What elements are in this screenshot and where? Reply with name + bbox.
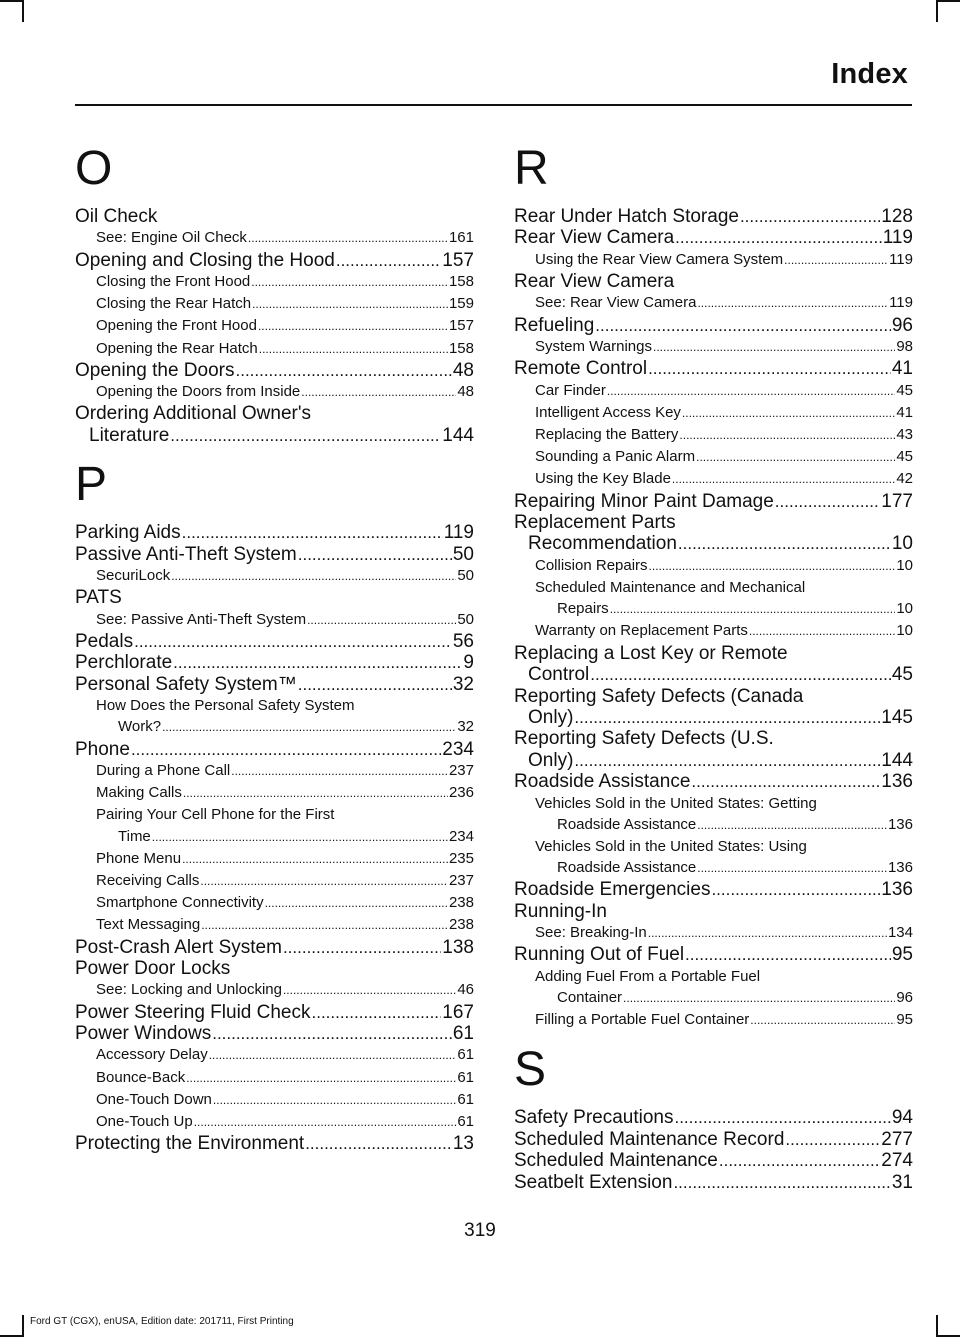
index-entry[interactable]: Personal Safety System™ ..... 32	[75, 674, 474, 695]
index-entry[interactable]: Remote Control ..... 41	[514, 358, 913, 379]
index-subentry[interactable]: Sounding a Panic Alarm ..... 45	[514, 446, 913, 468]
index-entry[interactable]: Reporting Safety Defects (Canada Only) ..... 145	[514, 686, 913, 729]
index-entry[interactable]: Running Out of Fuel ..... 95	[514, 944, 913, 965]
index-entry[interactable]: Reporting Safety Defects (U.S. Only) ..... 144	[514, 728, 913, 771]
index-entry[interactable]: Replacing a Lost Key or Remote Control ..... 45	[514, 643, 913, 686]
index-entry[interactable]: Protecting the Environment ..... 13	[75, 1133, 474, 1154]
index-subentry[interactable]: Accessory Delay ..... 61	[75, 1044, 474, 1066]
crop-mark-top-left	[22, 0, 24, 22]
index-subentry[interactable]: Opening the Front Hood ..... 157	[75, 315, 474, 337]
index-subentry[interactable]: Intelligent Access Key ..... 41	[514, 402, 913, 424]
index-entry[interactable]: Scheduled Maintenance Record ..... 277	[514, 1129, 913, 1150]
index-entry[interactable]: Post-Crash Alert System ..... 138	[75, 937, 474, 958]
index-subentry[interactable]: Making Calls ..... 236	[75, 782, 474, 804]
section-letter-p: P	[75, 458, 108, 512]
index-entry[interactable]: Perchlorate ..... 9	[75, 652, 474, 673]
index-entry[interactable]: Opening and Closing the Hood ..... 157	[75, 250, 474, 271]
index-entry[interactable]: Parking Aids ..... 119	[75, 522, 474, 543]
index-heading: Oil Check	[75, 206, 158, 227]
index-subentry[interactable]: Vehicles Sold in the United States: Getting Roadside Assistance ..... 136	[514, 793, 913, 836]
footer-edition: Ford GT (CGX), enUSA, Edition date: 201711, First Printing	[30, 1316, 294, 1327]
crop-mark-top-left	[0, 0, 22, 2]
index-subentry[interactable]: System Warnings ..... 98	[514, 336, 913, 358]
index-heading: PATS	[75, 587, 122, 609]
index-subentry[interactable]: Smartphone Connectivity ..... 238	[75, 892, 474, 914]
crop-mark-top-right	[936, 0, 938, 22]
index-entry[interactable]: Pedals ..... 56	[75, 631, 474, 652]
index-entry[interactable]: Ordering Additional Owner's Literature ..... 144	[75, 403, 474, 446]
page-title: Index	[831, 58, 908, 90]
index-subentry[interactable]: Closing the Rear Hatch ..... 159	[75, 293, 474, 315]
index-subentry[interactable]: Using the Key Blade ..... 42	[514, 468, 913, 490]
index-entry[interactable]: Phone ..... 234	[75, 739, 474, 760]
crop-mark-top-right	[938, 0, 960, 2]
index-subentry[interactable]: SecuriLock ..... 50	[75, 565, 474, 587]
index-subentry[interactable]: Using the Rear View Camera System ..... 119	[514, 249, 913, 271]
index-subentry[interactable]: Adding Fuel From a Portable Fuel Container ..... 96	[514, 966, 913, 1009]
index-subentry[interactable]: Collision Repairs ..... 10	[514, 555, 913, 577]
index-entry[interactable]: Scheduled Maintenance ..... 274	[514, 1150, 913, 1171]
index-subentry[interactable]: Closing the Front Hood ..... 158	[75, 271, 474, 293]
index-subentry[interactable]: See: Rear View Camera ..... 119	[514, 292, 913, 314]
index-entry[interactable]: Opening the Doors ..... 48	[75, 360, 474, 381]
index-heading: Running-In	[514, 900, 607, 922]
index-subentry[interactable]: Opening the Doors from Inside ..... 48	[75, 381, 474, 403]
crop-mark-bottom-left	[22, 1315, 24, 1337]
index-subentry[interactable]: Scheduled Maintenance and Mechanical Repairs ..... 10	[514, 577, 913, 620]
index-entry[interactable]: Rear Under Hatch Storage ..... 128	[514, 206, 913, 227]
index-subentry[interactable]: Phone Menu ..... 235	[75, 848, 474, 870]
section-letter-r: R	[514, 142, 549, 195]
index-heading: Rear View Camera	[514, 271, 675, 293]
index-subentry[interactable]: Vehicles Sold in the United States: Using Roadside Assistance ..... 136	[514, 836, 913, 879]
index-subentry[interactable]: Replacing the Battery ..... 43	[514, 424, 913, 446]
section-letter-o: O	[75, 142, 113, 195]
index-subentry[interactable]: Warranty on Replacement Parts ..... 10	[514, 620, 913, 642]
index-subentry[interactable]: See: Locking and Unlocking ..... 46	[75, 979, 474, 1001]
index-subentry[interactable]: One-Touch Down ..... 61	[75, 1089, 474, 1111]
index-subentry[interactable]: Filling a Portable Fuel Container ..... 95	[514, 1009, 913, 1031]
index-column-right	[514, 130, 913, 1193]
section-letter-s: S	[514, 1043, 547, 1097]
index-entry[interactable]: Seatbelt Extension ..... 31	[514, 1172, 913, 1193]
index-entry[interactable]: Rear View Camera ..... 119	[514, 227, 913, 248]
index-subentry[interactable]: Car Finder ..... 45	[514, 380, 913, 402]
index-subentry[interactable]: Receiving Calls ..... 237	[75, 870, 474, 892]
index-subentry[interactable]: Text Messaging ..... 238	[75, 914, 474, 936]
header-divider	[75, 104, 912, 106]
index-subentry[interactable]: See: Engine Oil Check ..... 161	[75, 227, 474, 249]
index-subentry[interactable]: See: Breaking-In ..... 134	[514, 922, 913, 944]
index-entry[interactable]: Power Windows ..... 61	[75, 1023, 474, 1044]
index-entry[interactable]: Repairing Minor Paint Damage ..... 177	[514, 491, 913, 512]
index-subentry[interactable]: One-Touch Up ..... 61	[75, 1111, 474, 1133]
index-entry[interactable]: Refueling ..... 96	[514, 315, 913, 336]
index-subentry[interactable]: See: Passive Anti-Theft System ..... 50	[75, 609, 474, 631]
index-entry[interactable]: Roadside Emergencies ..... 136	[514, 879, 913, 900]
index-subentry[interactable]: Bounce-Back ..... 61	[75, 1067, 474, 1089]
crop-mark-bottom-right	[936, 1315, 938, 1337]
index-entry[interactable]: Passive Anti-Theft System ..... 50	[75, 544, 474, 565]
index-subentry[interactable]: Pairing Your Cell Phone for the First Time ..... 234	[75, 804, 474, 847]
index-subentry[interactable]: Opening the Rear Hatch ..... 158	[75, 338, 474, 360]
index-subentry[interactable]: During a Phone Call ..... 237	[75, 760, 474, 782]
page-number: 319	[464, 1220, 496, 1241]
index-entry[interactable]: Power Steering Fluid Check ..... 167	[75, 1002, 474, 1023]
index-subentry[interactable]: How Does the Personal Safety System Work? ..... 32	[75, 695, 474, 738]
index-column-left	[75, 130, 474, 1155]
index-entry[interactable]: Replacement Parts Recommendation ..... 10	[514, 512, 913, 555]
index-heading: Power Door Locks	[75, 957, 231, 979]
index-entry[interactable]: Roadside Assistance ..... 136	[514, 771, 913, 792]
index-entry[interactable]: Safety Precautions ..... 94	[514, 1107, 913, 1128]
